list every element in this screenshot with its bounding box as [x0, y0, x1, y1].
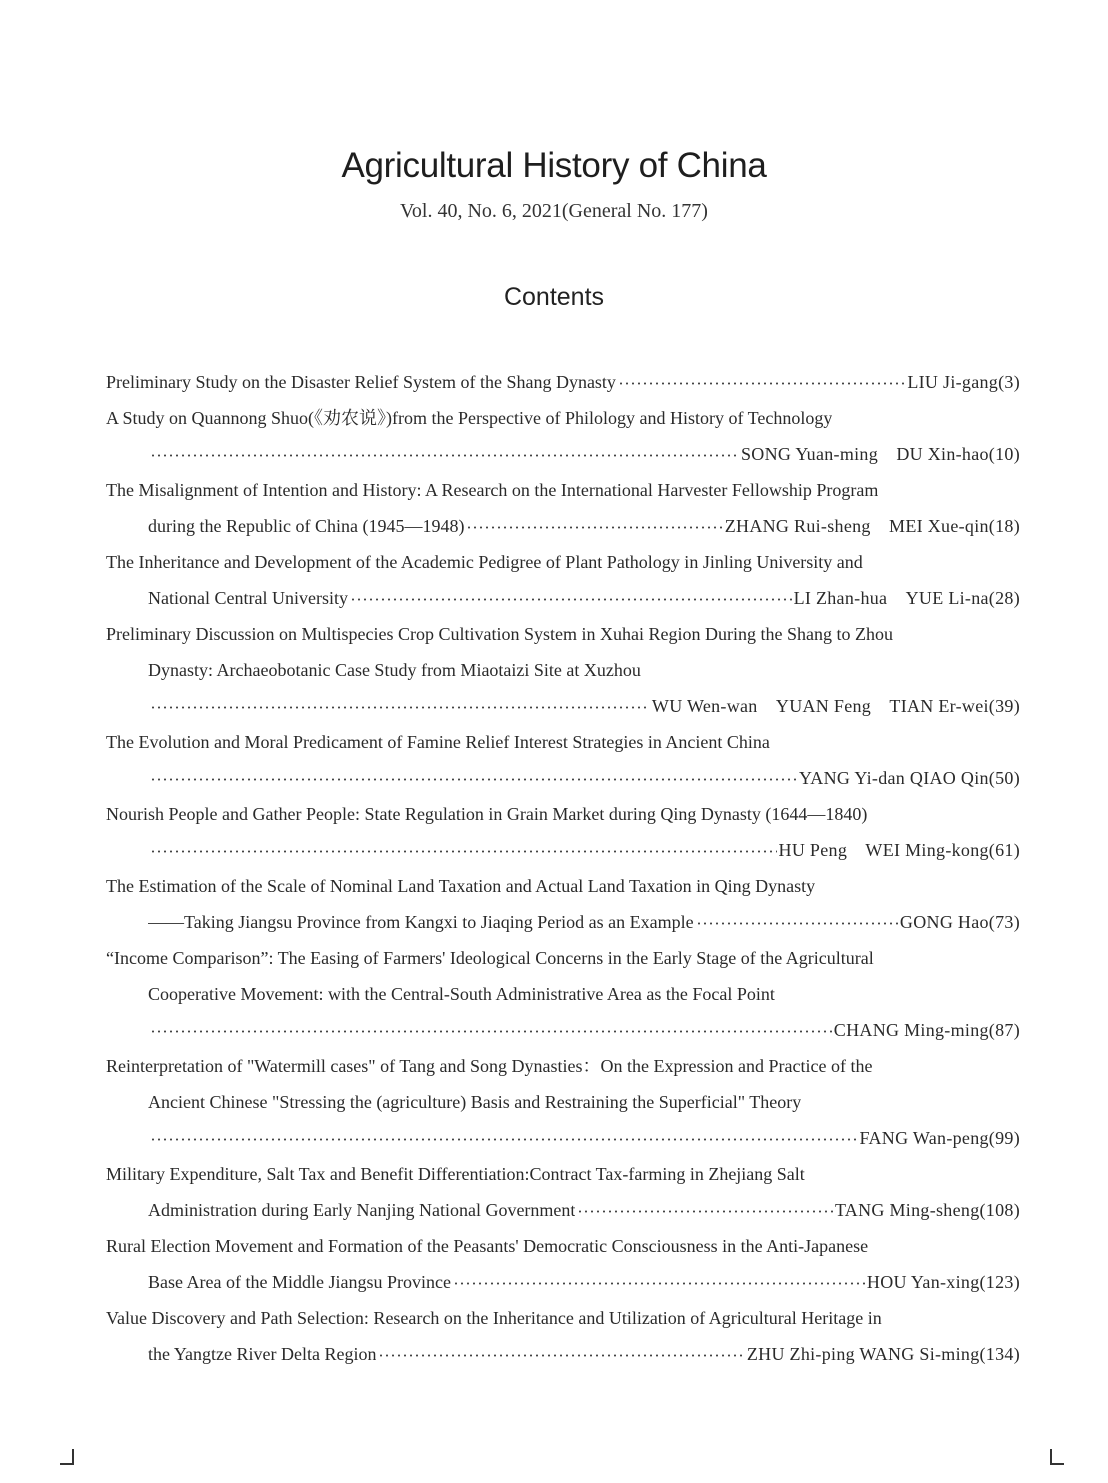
toc-entry	[106, 616, 1020, 724]
toc-entry	[106, 796, 1020, 868]
toc-line	[106, 400, 1020, 436]
article-title: Military Expenditure, Salt Tax and Benefit Differentiation:Contract Tax-farming in Zhejiang Salt	[106, 1164, 805, 1184]
dot-leader	[150, 778, 797, 781]
toc-line	[106, 652, 1020, 688]
toc-line	[106, 796, 1020, 832]
article-title: National Central University	[148, 588, 348, 608]
toc-entry	[106, 1228, 1020, 1300]
toc-line	[106, 1264, 1020, 1300]
article-title: Dynasty: Archaeobotanic Case Study from Miaotaizi Site at Xuzhou	[148, 660, 641, 680]
toc-line	[106, 976, 1020, 1012]
toc-line	[106, 904, 1020, 940]
author-page: ZHANG Rui-sheng MEI Xue-qin(18)	[724, 516, 1020, 536]
toc-line	[106, 688, 1020, 724]
dot-leader	[150, 850, 777, 853]
table-of-contents	[106, 364, 1020, 1372]
dot-leader	[150, 1030, 832, 1033]
author-page: WU Wen-wan YUAN Feng TIAN Er-wei(39)	[651, 696, 1020, 716]
article-title: Base Area of the Middle Jiangsu Province	[148, 1272, 451, 1292]
dot-leader	[150, 706, 650, 709]
article-title: Rural Election Movement and Formation of the Peasants' Democratic Consciousness in the Anti-Japanese	[106, 1236, 869, 1256]
dot-leader	[466, 526, 722, 529]
article-title: the Yangtze River Delta Region	[148, 1344, 377, 1364]
toc-line	[106, 616, 1020, 652]
toc-line	[106, 940, 1020, 976]
toc-entry	[106, 364, 1020, 400]
volume-line: Vol. 40, No. 6, 2021(General No. 177)	[400, 200, 708, 222]
article-title: The Evolution and Moral Predicament of Famine Relief Interest Strategies in Ancient China	[106, 732, 770, 752]
toc-line	[106, 436, 1020, 472]
crop-mark-left	[60, 1449, 74, 1465]
article-title: A Study on Quannong Shuo(《劝农说》)from the Perspective of Philology and History of Technology	[106, 408, 833, 428]
author-page: FANG Wan-peng(99)	[859, 1128, 1020, 1148]
article-title: The Misalignment of Intention and History: A Research on the International Harvester Fellowship Program	[106, 480, 879, 500]
toc-entry	[106, 544, 1020, 616]
dot-leader	[378, 1354, 744, 1357]
author-page: CHANG Ming-ming(87)	[833, 1020, 1020, 1040]
author-page: HOU Yan-xing(123)	[866, 1272, 1020, 1292]
dot-leader	[696, 922, 898, 925]
article-title: Nourish People and Gather People: State Regulation in Grain Market during Qing Dynasty (1644—1840)	[106, 804, 868, 824]
toc-line	[106, 724, 1020, 760]
toc-line	[106, 544, 1020, 580]
toc-entry	[106, 1300, 1020, 1372]
dot-leader	[577, 1210, 833, 1213]
article-title: Ancient Chinese "Stressing the (agriculture) Basis and Restraining the Superficial" Theory	[148, 1092, 802, 1112]
toc-entry	[106, 1156, 1020, 1228]
toc-line	[106, 1048, 1020, 1084]
contents-heading: Contents	[503, 283, 605, 311]
article-title: Preliminary Study on the Disaster Relief System of the Shang Dynasty	[106, 372, 616, 392]
journal-title: Agricultural History of China	[341, 146, 767, 185]
article-title: The Inheritance and Development of the Academic Pedigree of Plant Pathology in Jinling University and	[106, 552, 863, 572]
dot-leader	[453, 1282, 865, 1285]
author-page: YANG Yi-dan QIAO Qin(50)	[798, 768, 1020, 788]
article-title: Reinterpretation of "Watermill cases" of Tang and Song Dynasties：On the Expression and Practice of the	[106, 1056, 873, 1076]
author-page: HU Peng WEI Ming-kong(61)	[778, 840, 1020, 860]
crop-mark-right	[1050, 1449, 1064, 1465]
author-page: LI Zhan-hua YUE Li-na(28)	[793, 588, 1020, 608]
article-title: ——Taking Jiangsu Province from Kangxi to Jiaqing Period as an Example	[148, 912, 694, 932]
author-page: SONG Yuan-ming DU Xin-hao(10)	[741, 444, 1020, 464]
toc-line	[106, 1228, 1020, 1264]
dot-leader	[150, 1138, 858, 1141]
article-title: Cooperative Movement: with the Central-South Administrative Area as the Focal Point	[148, 984, 775, 1004]
toc-line	[106, 1336, 1020, 1372]
toc-entry	[106, 400, 1020, 472]
toc-entry	[106, 472, 1020, 544]
dot-leader	[350, 598, 792, 601]
article-title: Preliminary Discussion on Multispecies Crop Cultivation System in Xuhai Region During the Shang to Zhou	[106, 624, 893, 644]
toc-line	[106, 1084, 1020, 1120]
toc-line	[106, 364, 1020, 400]
author-page: TANG Ming-sheng(108)	[834, 1200, 1020, 1220]
toc-line	[106, 1012, 1020, 1048]
toc-line	[106, 580, 1020, 616]
toc-entry	[106, 940, 1020, 1048]
dot-leader	[618, 382, 905, 385]
article-title: “Income Comparison”: The Easing of Farmers' Ideological Concerns in the Early Stage of the Agricultural	[106, 948, 874, 968]
article-title: The Estimation of the Scale of Nominal Land Taxation and Actual Land Taxation in Qing Dynasty	[106, 876, 816, 896]
toc-line	[106, 1120, 1020, 1156]
author-page: LIU Ji-gang(3)	[907, 372, 1020, 392]
author-page: GONG Hao(73)	[899, 912, 1020, 932]
article-title: during the Republic of China (1945—1948)	[148, 516, 465, 536]
toc-line	[106, 472, 1020, 508]
toc-line	[106, 832, 1020, 868]
article-title: Value Discovery and Path Selection: Research on the Inheritance and Utilization of Agricultural Heritage in	[106, 1308, 882, 1328]
toc-entry	[106, 868, 1020, 940]
toc-line	[106, 760, 1020, 796]
toc-line	[106, 1192, 1020, 1228]
toc-line	[106, 1156, 1020, 1192]
dot-leader	[150, 454, 739, 457]
toc-entry	[106, 1048, 1020, 1156]
toc-entry	[106, 724, 1020, 796]
article-title: Administration during Early Nanjing National Government	[148, 1200, 576, 1220]
toc-line	[106, 508, 1020, 544]
toc-line	[106, 868, 1020, 904]
toc-line	[106, 1300, 1020, 1336]
author-page: ZHU Zhi-ping WANG Si-ming(134)	[746, 1344, 1020, 1364]
